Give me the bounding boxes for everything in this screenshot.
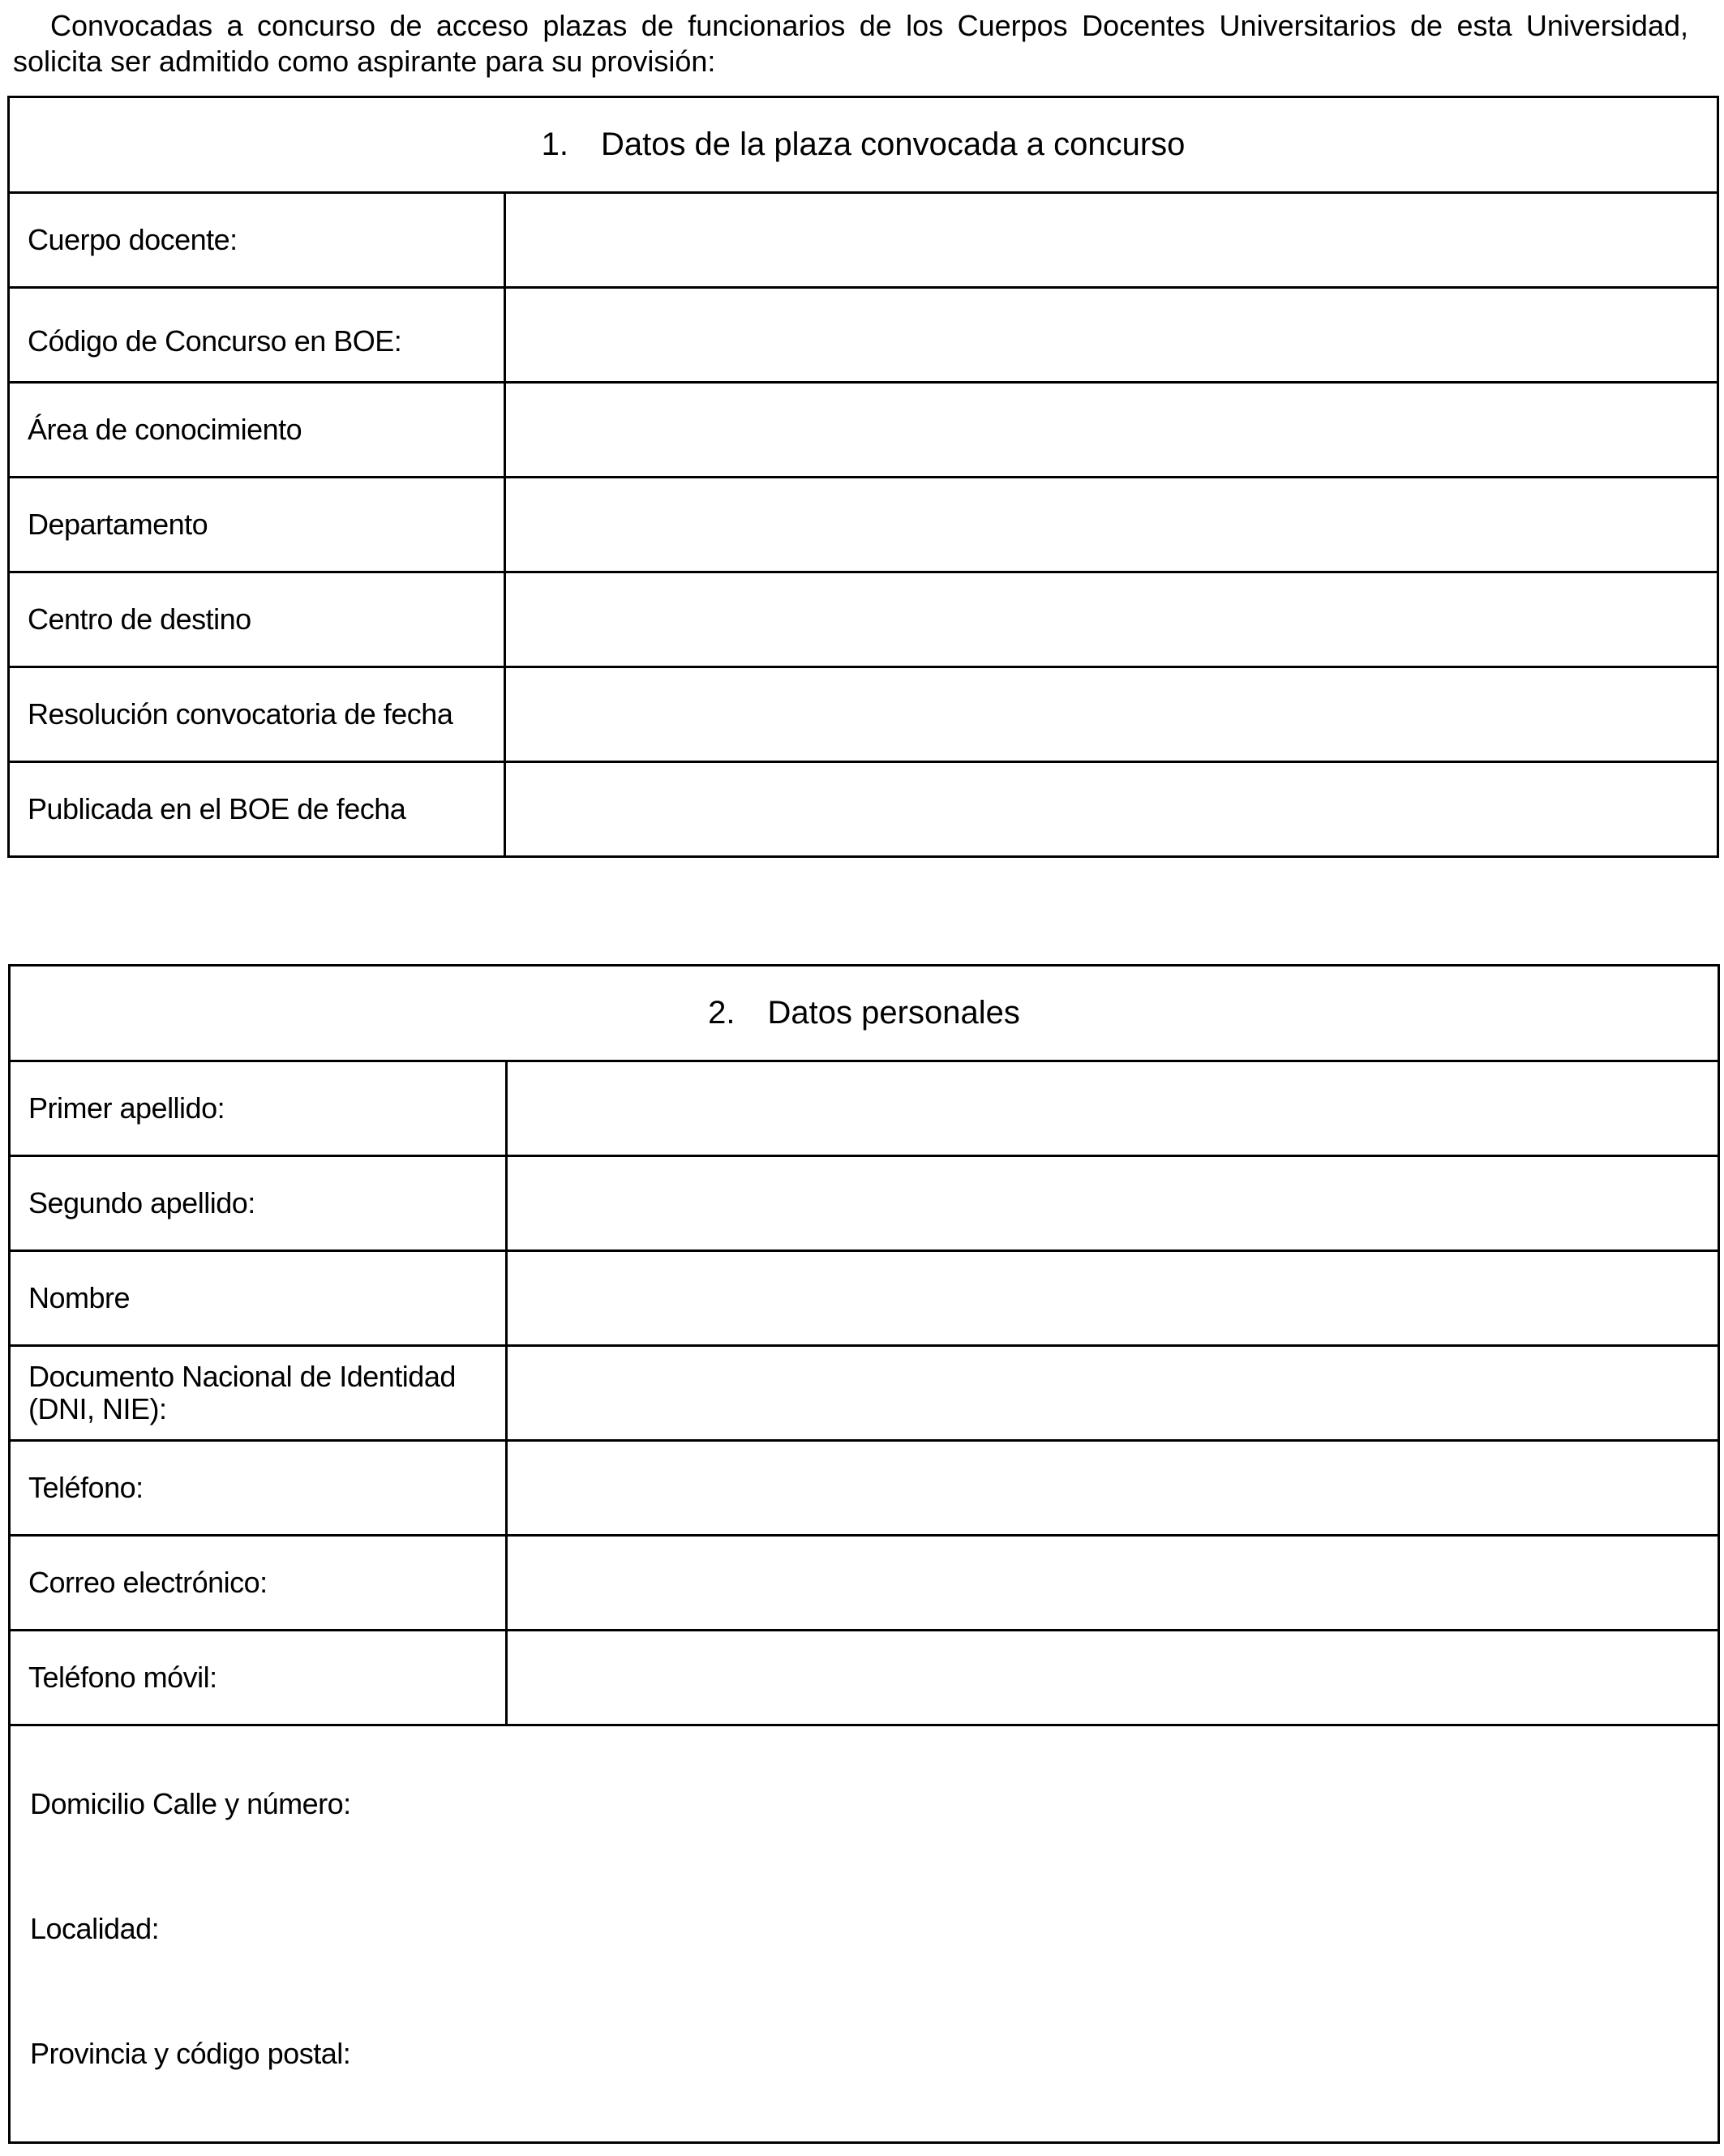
section-2-header [10,966,1719,1061]
field-label-codigo-concurso: Código de Concurso en BOE: [9,288,505,383]
section-2-number: 2. [708,995,735,1031]
address-city-label: Localidad: [30,1912,160,1945]
field-label-telefono-movil: Teléfono móvil: [10,1631,507,1725]
section-1-header [9,97,1718,193]
field-label-nombre: Nombre [10,1251,507,1346]
field-input-telefono[interactable] [507,1441,1719,1536]
field-input-segundo-apellido[interactable] [507,1156,1719,1251]
intro-line-2: solicita ser admitido como aspirante para su provisión: [13,45,716,78]
field-label-centro-destino: Centro de destino [9,572,505,667]
field-label-boe-fecha: Publicada en el BOE de fecha [9,762,505,857]
field-label-dni: Documento Nacional de Identidad (DNI, NIE): [10,1346,507,1441]
plaza-data-table [7,96,1719,858]
section-1-title: Datos de la plaza convocada a concurso [600,126,1186,162]
address-street-label: Domicilio Calle y número: [30,1787,351,1820]
field-input-centro-destino[interactable] [505,572,1718,667]
section-1-number: 1. [541,126,568,162]
field-input-departamento[interactable] [505,478,1718,572]
field-label-correo: Correo electrónico: [10,1536,507,1631]
address-block[interactable] [10,1725,1719,2143]
intro-paragraph [13,8,1688,79]
field-label-resolucion-fecha: Resolución convocatoria de fecha [9,667,505,762]
field-input-nombre[interactable] [507,1251,1719,1346]
field-label-telefono: Teléfono: [10,1441,507,1536]
personal-data-table [8,964,1720,2144]
field-label-cuerpo-docente: Cuerpo docente: [9,193,505,288]
field-label-primer-apellido: Primer apellido: [10,1061,507,1156]
field-label-area-conocimiento: Área de conocimiento [9,383,505,478]
intro-line-1: Convocadas a concurso de acceso plazas de funcionarios de los Cuerpos Docentes Universitarios de esta Universidad, [50,9,1688,42]
field-label-departamento: Departamento [9,478,505,572]
field-input-cuerpo-docente[interactable] [505,193,1718,288]
field-input-telefono-movil[interactable] [507,1631,1719,1725]
field-label-segundo-apellido: Segundo apellido: [10,1156,507,1251]
field-input-resolucion-fecha[interactable] [505,667,1718,762]
field-input-primer-apellido[interactable] [507,1061,1719,1156]
field-input-codigo-concurso[interactable] [505,288,1718,383]
field-input-dni[interactable] [507,1346,1719,1441]
field-input-area-conocimiento[interactable] [505,383,1718,478]
field-input-boe-fecha[interactable] [505,762,1718,857]
address-province-label: Provincia y código postal: [30,2037,351,2070]
field-input-correo[interactable] [507,1536,1719,1631]
section-2-title: Datos personales [767,995,1020,1031]
